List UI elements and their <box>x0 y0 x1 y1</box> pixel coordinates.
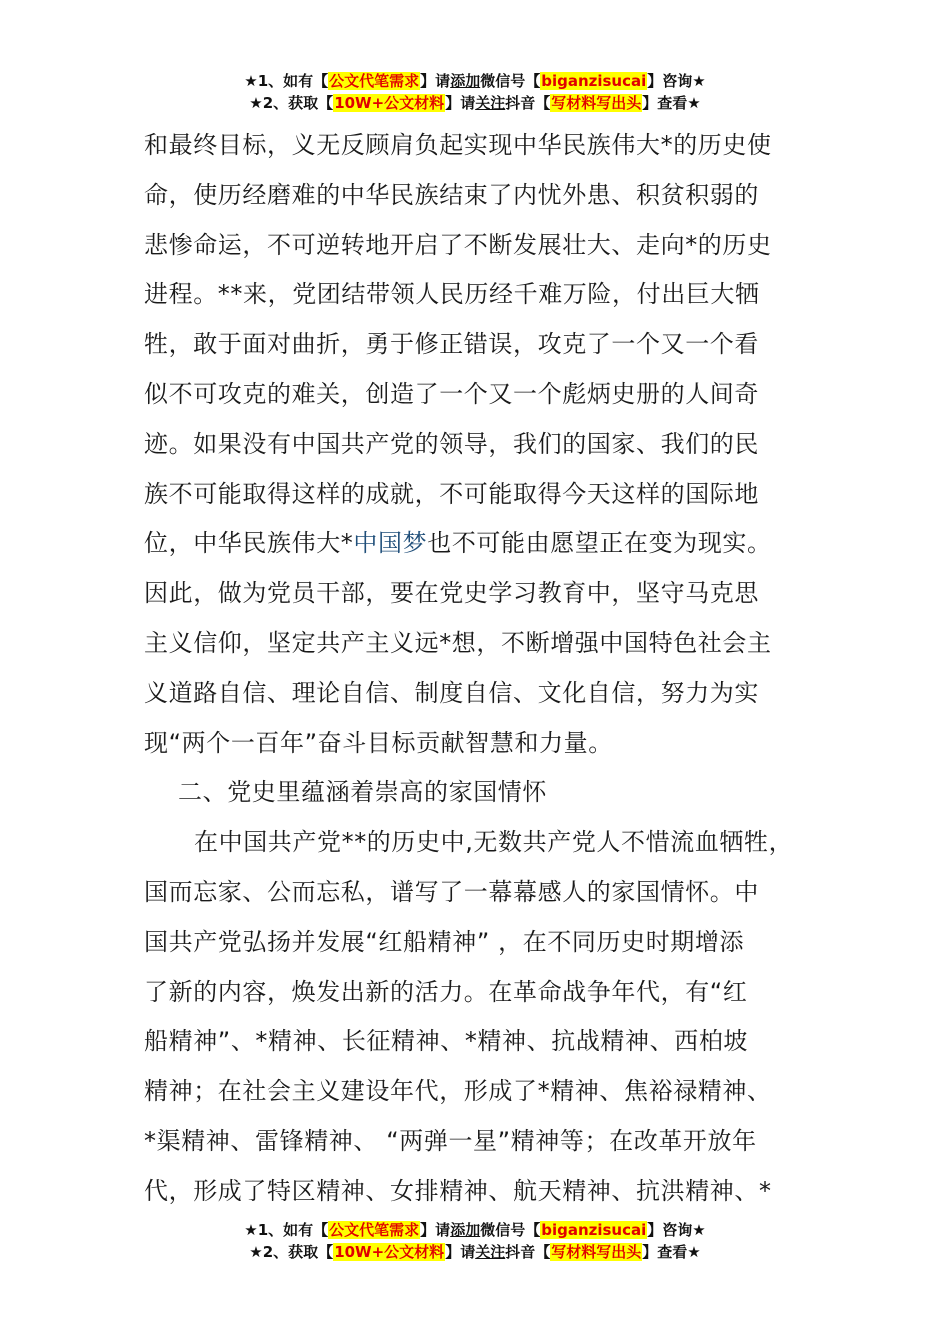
banner-underline: 添加 <box>450 72 481 90</box>
term-link: 中国梦 <box>353 529 428 558</box>
paragraph-first-line: 在中国共产党**的历史中,无数共产党人不惜流血牺牲， <box>194 828 794 857</box>
text-line <box>144 519 814 569</box>
banner-text: 微信号【 <box>480 72 541 90</box>
banner-highlight: 公文代笔需求 <box>329 1221 420 1239</box>
banner-highlight: 写材料写出头 <box>551 94 642 112</box>
text-line: 迹。如果没有中国共产党的领导，我们的国家、我们的民 <box>144 429 759 458</box>
text-line: 了新的内容，焕发出新的活力。在革命战争年代，有“红 <box>144 977 748 1006</box>
banner-line-2 <box>0 92 950 114</box>
text-line: 悲惨命运，不可逆转地开启了不断发展壮大、走向*的历史 <box>144 230 772 259</box>
text-line: 国而忘家、公而忘私，谱写了一幕幕感人的家国情怀。中 <box>144 877 759 906</box>
banner-text: 】请 <box>445 1243 476 1261</box>
banner-text: 】请 <box>420 1221 451 1239</box>
section-heading: 二、党史里蕴涵着崇高的家国情怀 <box>178 778 547 807</box>
banner-text: 】咨询★ <box>647 1221 706 1239</box>
text-line: 精神；在社会主义建设年代，形成了*精神、焦裕禄精神、 <box>144 1077 772 1106</box>
banner-line-1 <box>0 1219 950 1241</box>
banner-text: ★1、如有【 <box>244 1221 329 1239</box>
text-line: 牲，敢于面对曲折，勇于修正错误，攻克了一个又一个看 <box>144 330 759 359</box>
banner-text: ★2、获取【 <box>249 94 334 112</box>
document-body <box>144 121 814 1217</box>
banner-text: 】请 <box>445 94 476 112</box>
text-line: 义道路自信、理论自信、制度自信、文化自信，努力为实 <box>144 678 759 707</box>
banner-text: 】查看★ <box>642 94 701 112</box>
text-line: 国共产党弘扬并发展“红船精神” ，在不同历史时期增添 <box>144 927 745 956</box>
banner-highlight: 公文代笔需求 <box>329 72 420 90</box>
text-line: 命，使历经磨难的中华民族结束了内忧外患、积贫积弱的 <box>144 180 759 209</box>
text-line: 现“两个一百年”奋斗目标贡献智慧和力量。 <box>144 728 613 757</box>
banner-highlight: biganzisucai <box>541 72 647 90</box>
text-line: 代，形成了特区精神、女排精神、航天精神、抗洪精神、* <box>144 1176 772 1205</box>
banner-text: ★2、获取【 <box>249 1243 334 1261</box>
banner-line-2 <box>0 1241 950 1263</box>
banner-highlight: 10W+公文材料 <box>334 94 445 112</box>
banner-text: 】咨询★ <box>647 72 706 90</box>
banner-underline: 关注 <box>475 1243 506 1261</box>
banner-line-1 <box>0 70 950 92</box>
banner-text: 微信号【 <box>480 1221 541 1239</box>
text-line: *渠精神、雷锋精神、 “两弹一星”精神等；在改革开放年 <box>144 1126 757 1155</box>
banner-highlight: 写材料写出头 <box>551 1243 642 1261</box>
header-banner <box>0 70 950 114</box>
banner-text: ★1、如有【 <box>244 72 329 90</box>
banner-underline: 关注 <box>475 94 506 112</box>
footer-banner <box>0 1219 950 1263</box>
banner-text: 抖音【 <box>505 1243 551 1261</box>
banner-text: 】请 <box>420 72 451 90</box>
text-line: 主义信仰，坚定共产主义远*想，不断增强中国特色社会主 <box>144 628 772 657</box>
banner-text: 】查看★ <box>642 1243 701 1261</box>
text-segment: 位，中华民族伟大* <box>144 529 354 558</box>
banner-underline: 添加 <box>450 1221 481 1239</box>
banner-text: 抖音【 <box>505 94 551 112</box>
banner-highlight: biganzisucai <box>541 1221 647 1239</box>
text-line: 船精神”、*精神、长征精神、*精神、抗战精神、西柏坡 <box>144 1027 749 1056</box>
text-line: 族不可能取得这样的成就，不可能取得今天这样的国际地 <box>144 479 759 508</box>
text-line: 因此，做为党员干部，要在党史学习教育中，坚守马克思 <box>144 579 759 608</box>
text-line: 和最终目标，义无反顾肩负起实现中华民族伟大*的历史使 <box>144 131 772 159</box>
text-line: 进程。**来，党团结带领人民历经千难万险，付出巨大牺 <box>144 280 760 309</box>
text-segment: 也不可能由愿望正在变为现实。 <box>427 529 772 558</box>
text-line: 似不可攻克的难关，创造了一个又一个彪炳史册的人间奇 <box>144 379 759 408</box>
banner-highlight: 10W+公文材料 <box>334 1243 445 1261</box>
